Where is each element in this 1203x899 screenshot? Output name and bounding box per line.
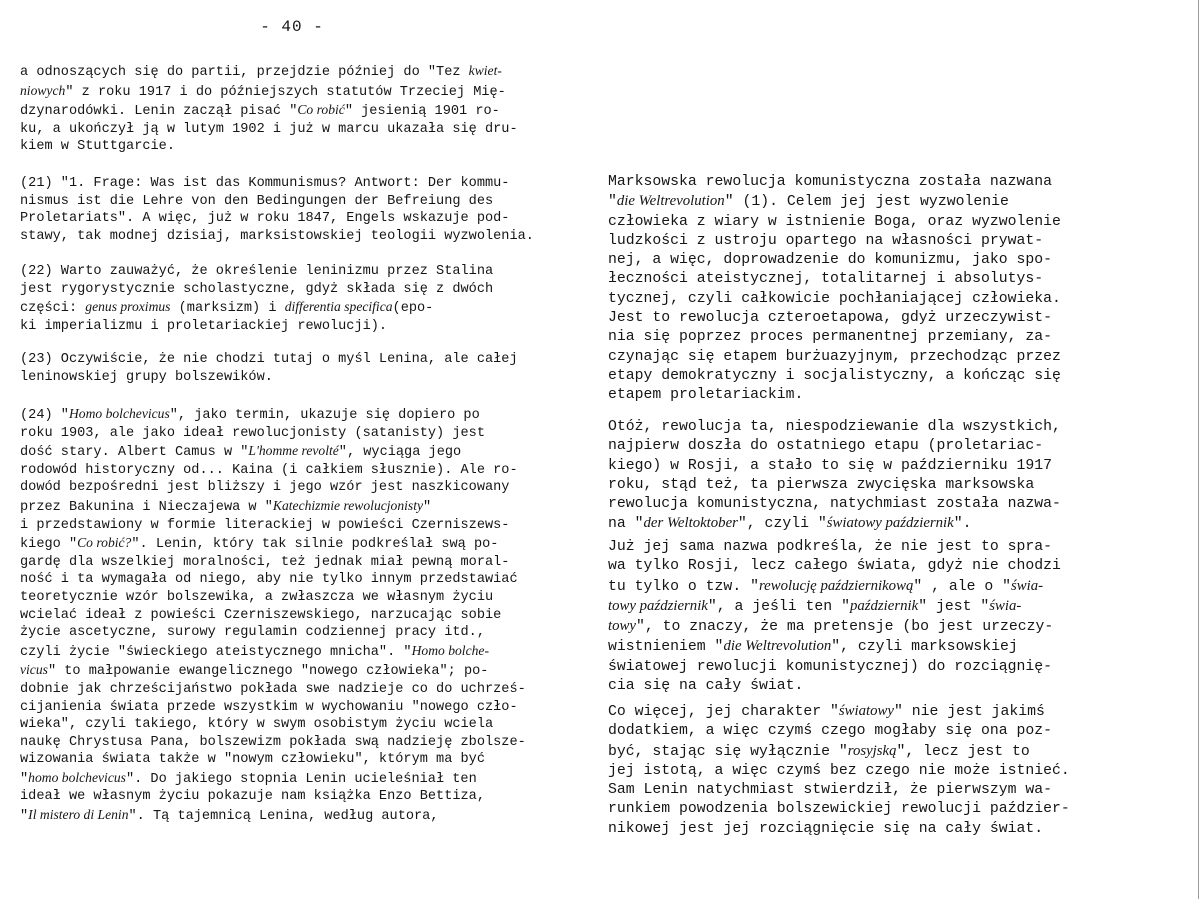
- emphasized-text: vicus: [20, 662, 48, 678]
- text-segment: być, stając się wyłącznie ": [608, 743, 848, 760]
- emphasized-text: die Weltrevolution: [723, 638, 832, 655]
- text-segment: Sam Lenin natychmiast stwierdził, że pierwszym wa-: [608, 782, 1052, 799]
- emphasized-text: światowy październik: [826, 515, 954, 532]
- text-segment: a odnoszących się do partii, przejdzie później do "Tez: [20, 65, 469, 80]
- text-line: [608, 476, 1061, 495]
- text-line: [608, 577, 1061, 597]
- text-segment: Jest to rewolucja czteroetapowa, gdyż urzeczywist-: [608, 310, 1052, 327]
- text-line: [608, 213, 1061, 232]
- text-line: [20, 699, 526, 717]
- text-segment: najpierw doszła do ostatniego etapu (proletariac-: [608, 438, 1044, 455]
- emphasized-text: genus proximus: [85, 299, 171, 315]
- text-line: [20, 607, 526, 625]
- text-segment: tycznej, czyli całkowicie pochłaniającej człowieka.: [608, 290, 1061, 307]
- emphasized-text: światowy: [838, 703, 894, 719]
- text-line: [608, 762, 1070, 781]
- text-line: [608, 290, 1061, 309]
- text-segment: (23) Oczywiście, że nie chodzi tutaj o myśl Lenina, ale całej: [20, 352, 518, 367]
- text-segment: dodatkiem, a więc czymś czego mogłaby się ona poz-: [608, 723, 1052, 740]
- emphasized-text: Co robić?: [77, 535, 132, 551]
- text-line: [608, 386, 1061, 405]
- text-segment: ". Lenin, który tak silnie podkreślał swą po-: [131, 537, 499, 553]
- text-segment: ", czyli ": [737, 516, 827, 533]
- text-segment: Co więcej, jej charakter ": [608, 704, 839, 720]
- text-segment: ideał we własnym życiu pokazuje nam książka Enzo Bettiza,: [20, 789, 485, 805]
- text-line: [20, 734, 526, 752]
- text-line: [20, 405, 526, 425]
- text-line: [20, 228, 534, 246]
- text-segment: Już jej sama nazwa podkreśla, że nie jest to spra-: [608, 539, 1052, 555]
- text-line: [608, 418, 1061, 437]
- text-segment: runkiem powodzenia bolszewickiej rewolucji paździer-: [608, 801, 1070, 818]
- text-segment: nismus ist die Lehre von den Bedingungen der Befreiung des: [20, 193, 494, 209]
- text-line: [20, 462, 526, 480]
- text-segment: ki imperializmu i proletariackiej rewolucji).: [20, 318, 388, 334]
- page-edge-divider: [1198, 0, 1199, 899]
- text-line: [608, 800, 1070, 819]
- text-segment: Marksowska rewolucja komunistyczna została nazwana: [608, 174, 1052, 190]
- text-line: [20, 442, 526, 462]
- paragraph: [20, 62, 518, 156]
- text-segment: (epo-: [392, 301, 434, 317]
- text-segment: (marksizm) i: [170, 301, 285, 317]
- emphasized-text: towy październik: [608, 597, 708, 614]
- text-line: [20, 479, 526, 497]
- text-segment: wistnieniem ": [608, 639, 724, 656]
- text-segment: ". Tą tajemnicą Lenina, według autora,: [128, 809, 439, 825]
- text-line: [20, 681, 526, 699]
- text-segment: ". Do jakiego stopnia Lenin ucieleśniał ten: [125, 771, 477, 787]
- text-segment: wcielać ideał z powieści Czerniszewskiego, narzucając sobie: [20, 607, 502, 623]
- text-line: [608, 538, 1061, 557]
- paragraph: [608, 173, 1061, 406]
- paragraph: [608, 418, 1061, 535]
- text-line: [608, 637, 1061, 657]
- text-segment: ludzkości z ustroju opartego na własności prywat-: [608, 232, 1044, 249]
- text-segment: leninowskiej grupy bolszewików.: [20, 369, 273, 385]
- emphasized-text: świa-: [989, 597, 1022, 614]
- text-line: [20, 263, 493, 281]
- text-line: [20, 716, 526, 734]
- text-segment: dzynarodówki. Lenin zaczął pisać ": [20, 104, 298, 120]
- text-segment: i przedstawiony w formie literackiej w powieści Czerniszews-: [20, 517, 510, 533]
- text-segment: cia się na cały świat.: [608, 678, 804, 695]
- text-segment: cijanienia świata przede wszystkim w wychowaniu "nowego czło-: [20, 699, 518, 715]
- text-segment: części:: [20, 301, 86, 317]
- text-line: [608, 192, 1061, 212]
- text-segment: światowej rewolucji komunistycznej) do rozciągnię-: [608, 658, 1052, 675]
- text-segment: człowieka z wiary w istnienie Boga, oraz wyzwolenie: [608, 213, 1061, 230]
- text-segment: ", jako termin, ukazuje się dopiero po: [169, 408, 480, 423]
- text-line: [608, 328, 1061, 347]
- text-line: [20, 351, 518, 369]
- text-segment: kiem w Stuttgarcie.: [20, 139, 175, 155]
- text-line: [608, 270, 1061, 289]
- emphasized-text: świa-: [1011, 577, 1044, 594]
- text-segment: " , ale o ": [913, 578, 1012, 595]
- text-segment: (22) Warto zauważyć, że określenie leninizmu przez Stalina: [20, 264, 494, 279]
- text-segment: gardę dla wszelkiej moralności, też jednak miał pewną moral-: [20, 554, 510, 570]
- text-segment: ", a jeśli ten ": [707, 598, 850, 615]
- text-line: [608, 251, 1061, 270]
- text-line: [20, 769, 526, 789]
- text-segment: ": [423, 499, 432, 515]
- text-segment: (24) ": [20, 408, 69, 423]
- text-line: [20, 661, 526, 681]
- text-line: [20, 62, 518, 82]
- text-segment: ": [20, 809, 29, 825]
- emphasized-text: Il mistero di Lenin: [28, 807, 129, 823]
- text-line: [608, 348, 1061, 367]
- emphasized-text: Homo bolche-: [411, 642, 489, 658]
- text-segment: (21) "1. Frage: Was ist das Kommunismus? Antwort: Der kommu-: [20, 176, 510, 191]
- text-line: [20, 425, 526, 443]
- emphasized-text: niowych: [20, 82, 66, 98]
- emphasized-text: homo bolchevicus: [28, 769, 126, 785]
- text-line: [608, 702, 1070, 722]
- text-segment: " jest ": [918, 598, 990, 615]
- text-line: [20, 298, 493, 318]
- text-line: [608, 557, 1061, 576]
- text-line: [20, 806, 526, 826]
- text-segment: ", lecz jest to: [896, 743, 1030, 760]
- text-line: [608, 597, 1061, 617]
- text-segment: naukę Chrystusa Pana, bolszewizm pokłada swą nadzieję zbolsze-: [20, 734, 526, 750]
- text-segment: " jesienią 1901 ro-: [344, 104, 500, 120]
- text-segment: jej istotą, a więc czymś bez czego nie może istnieć.: [608, 762, 1070, 779]
- text-segment: ", wyciąga jego: [338, 445, 462, 461]
- text-line: [20, 210, 534, 228]
- text-segment: rodowód historyczny od... Kaina (i całkiem słusznie). Ale ro-: [20, 462, 518, 478]
- text-segment: przez Bakunina i Nieczajewa w ": [20, 499, 273, 515]
- text-line: [20, 369, 518, 387]
- text-segment: Proletariats". A więc, już w roku 1847, Engels wskazuje pod-: [20, 211, 510, 227]
- text-line: [20, 193, 534, 211]
- text-line: [608, 173, 1061, 192]
- text-line: [608, 232, 1061, 251]
- text-line: [20, 82, 518, 102]
- text-segment: ność i ta wymagała od niego, aby nie tylko innym przedstawiać: [20, 572, 518, 588]
- text-segment: roku, stąd też, ta pierwsza zwycięska marksowska: [608, 476, 1035, 493]
- text-segment: ": [608, 194, 617, 211]
- text-segment: " nie jest jakimś: [893, 704, 1045, 720]
- text-segment: tu tylko o tzw. ": [608, 578, 759, 595]
- text-segment: jest rygorystycznie scholastyczne, gdyż składa się z dwóch: [20, 281, 494, 297]
- text-line: [608, 457, 1061, 476]
- text-line: [20, 624, 526, 642]
- text-segment: roku 1903, ale jako ideał rewolucjonisty (satanisty) jest: [20, 425, 485, 441]
- text-line: [608, 617, 1061, 637]
- text-line: [20, 517, 526, 535]
- text-segment: ", czyli marksowskiej: [831, 639, 1018, 656]
- text-segment: nia się poprzez proces permanentnej przemiany, za-: [608, 329, 1052, 346]
- emphasized-text: kwiet-: [468, 63, 502, 78]
- text-segment: ku, a ukończył ją w lutym 1902 i już w marcu ukazała się dru-: [20, 121, 518, 137]
- text-line: [608, 820, 1070, 839]
- page-number: - 40 -: [260, 18, 324, 36]
- text-line: [608, 309, 1061, 328]
- emphasized-text: październik: [849, 597, 919, 614]
- emphasized-text: der Weltoktober: [643, 515, 738, 532]
- text-line: [20, 534, 526, 554]
- text-segment: nej, a więc, doprowadzenie do komunizmu, jako spo-: [608, 252, 1052, 269]
- text-segment: wieka", czyli takiego, który w swym osobistym życiu wciela: [20, 717, 494, 733]
- text-segment: " (1). Celem jej jest wyzwolenie: [724, 194, 1009, 211]
- text-segment: wizowania świata także w "nowym człowieku", którym ma być: [20, 752, 485, 768]
- text-segment: kiego) w Rosji, a stało to się w październiku 1917: [608, 457, 1052, 474]
- text-line: [20, 642, 526, 662]
- text-segment: kiego ": [20, 537, 78, 553]
- emphasized-text: Katechizmie rewolucjonisty: [272, 497, 424, 513]
- text-segment: wa tylko Rosji, lecz całego świata, gdyż nie chodzi: [608, 558, 1061, 575]
- text-segment: Otóż, rewolucja ta, niespodziewanie dla wszystkich,: [608, 419, 1061, 435]
- emphasized-text: differentia specifica: [284, 299, 393, 315]
- text-line: [20, 101, 518, 121]
- text-line: [20, 121, 518, 139]
- text-line: [608, 781, 1070, 800]
- emphasized-text: die Weltrevolution: [616, 193, 725, 210]
- text-segment: " z roku 1917 i do późniejszych statutów Trzeciej Mię-: [65, 84, 506, 100]
- text-segment: dowód bezpośredni jest bliższy i jego wzór jest naszkicowany: [20, 480, 510, 496]
- text-line: [20, 571, 526, 589]
- text-line: [20, 788, 526, 806]
- paragraph: [20, 175, 534, 245]
- paragraph: [608, 538, 1061, 696]
- text-segment: łeczności ateistycznej, totalitarnej i absolutys-: [608, 271, 1044, 288]
- text-line: [20, 281, 493, 299]
- text-line: [20, 175, 534, 193]
- text-segment: nikowej jest jej rozciągnięcie się na cały świat.: [608, 820, 1044, 837]
- text-segment: ": [20, 771, 29, 787]
- text-segment: życie ascetyczne, surowy regulamin codziennej pracy itd.,: [20, 625, 485, 641]
- text-line: [608, 658, 1061, 677]
- text-line: [608, 677, 1061, 696]
- text-segment: dość stary. Albert Camus w ": [20, 445, 249, 461]
- text-line: [608, 742, 1070, 762]
- paragraph: [20, 351, 518, 386]
- text-line: [608, 722, 1070, 741]
- text-segment: " to małpowanie ewangelicznego "nowego człowieka"; po-: [47, 664, 489, 680]
- text-line: [20, 554, 526, 572]
- emphasized-text: rewolucję październikową: [758, 577, 914, 594]
- emphasized-text: Homo bolchevicus: [68, 406, 170, 421]
- text-segment: ".: [953, 516, 972, 533]
- text-segment: czyli życie "świeckiego ateistycznego mnicha". ": [20, 644, 412, 660]
- text-segment: etapem proletariackim.: [608, 387, 804, 404]
- text-segment: dobnie jak chrześcijaństwo pokłada swe nadzieje co do uchrześ-: [20, 681, 526, 697]
- text-line: [20, 138, 518, 156]
- text-line: [20, 589, 526, 607]
- text-line: [608, 495, 1061, 514]
- emphasized-text: Co robić: [297, 102, 345, 118]
- emphasized-text: rosyjską: [847, 742, 897, 759]
- text-segment: teoretycznie wzór bolszewika, a zwłaszcza we własnym życiu: [20, 589, 494, 605]
- text-line: [608, 514, 1061, 534]
- text-segment: stawy, tak modnej dzisiaj, marksistowskiej teologii wyzwolenia.: [20, 228, 534, 244]
- text-segment: na ": [608, 516, 644, 533]
- emphasized-text: L'homme revolté: [248, 443, 339, 459]
- emphasized-text: towy: [608, 618, 636, 635]
- text-line: [20, 497, 526, 517]
- text-line: [608, 367, 1061, 386]
- text-segment: etapy demokratyczny i socjalistyczny, a kończąc się: [608, 367, 1061, 384]
- text-line: [20, 318, 493, 336]
- paragraph: [20, 405, 526, 826]
- text-line: [608, 437, 1061, 456]
- text-segment: czynając się etapem burżuazyjnym, przechodząc przez: [608, 348, 1061, 365]
- paragraph: [608, 702, 1070, 839]
- text-segment: rewolucja komunistyczna, natychmiast została nazwa-: [608, 496, 1061, 513]
- text-line: [20, 751, 526, 769]
- text-segment: ", to znaczy, że ma pretensje (bo jest urzeczy-: [635, 619, 1054, 636]
- paragraph: [20, 263, 493, 335]
